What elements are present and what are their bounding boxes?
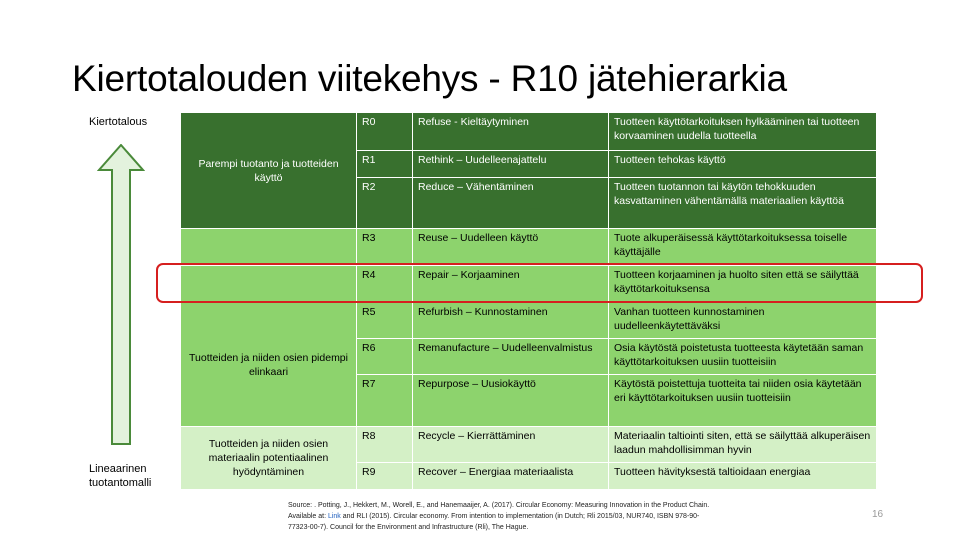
strategy-cell: Remanufacture – Uudelleenvalmistus	[413, 339, 609, 375]
table-row	[181, 427, 877, 463]
r-code: R6	[357, 339, 413, 375]
group-label-longer-lifecycle: Tuotteiden ja niiden osien pidempi elinkaari	[181, 303, 357, 427]
table-row	[181, 113, 877, 151]
description-cell: Tuote alkuperäisessä käyttötarkoituksessa toiselle käyttäjälle	[609, 229, 877, 266]
linear-production-label	[89, 462, 151, 490]
r-code: R5	[357, 303, 413, 339]
description-cell: Vanhan tuotteen kunnostaminen uudelleenkäytettäväksi	[609, 303, 877, 339]
r-code: R2	[357, 178, 413, 229]
description-cell: Tuotteen tuotannon tai käytön tehokkuuden kasvattaminen vähentämällä materiaalien käyttöä	[609, 178, 877, 229]
strategy-cell: Reuse – Uudelleen käyttö	[413, 229, 609, 266]
r-code: R1	[357, 151, 413, 178]
r-code: R9	[357, 463, 413, 490]
description-cell: Tuotteen käyttötarkoituksen hylkääminen tai tuotteen korvaaminen uudella tuotteella	[609, 113, 877, 151]
group-label-better-production: Parempi tuotanto ja tuotteiden käyttö	[181, 113, 357, 229]
r-code: R3	[357, 229, 413, 266]
description-cell: Käytöstä poistettuja tuotteita tai niiden osia käytetään eri käyttötarkoituksen uusiin tuotteisiin	[609, 375, 877, 427]
strategy-cell: Repurpose – Uusiokäyttö	[413, 375, 609, 427]
source-link[interactable]: Link	[327, 513, 341, 520]
page-number: 16	[872, 509, 884, 520]
slide-title: Kiertotalouden viitekehys - R10 jätehierarkia	[72, 58, 787, 99]
source-prefix: Available at:	[288, 513, 328, 520]
strategy-cell: Rethink – Uudelleenajattelu	[413, 151, 609, 178]
source-citation	[288, 500, 828, 533]
highlight-r4-frame	[156, 263, 923, 303]
strategy-cell: Refuse - Kieltäytyminen	[413, 113, 609, 151]
strategy-cell: Recycle – Kierrättäminen	[413, 427, 609, 463]
description-cell: Osia käytöstä poistetusta tuotteesta käytetään saman käyttötarkoituksen uusiin tuotteisiin	[609, 339, 877, 375]
source-line-1: Source: . Potting, J., Hekkert, M., Worell, E., and Hanemaaijer, A. (2017). Circular Economy: Measuring Innovation in the Product Chain.	[288, 502, 710, 509]
source-line-2	[288, 511, 828, 522]
r-code: R8	[357, 427, 413, 463]
group-label-material-utilization: Tuotteiden ja niiden osien materiaalin potentiaalinen hyödyntäminen	[181, 427, 357, 490]
circular-economy-label: Kiertotalous	[89, 116, 148, 128]
r-code: R7	[357, 375, 413, 427]
description-cell: Tuotteen hävityksestä taltioidaan energiaa	[609, 463, 877, 490]
up-arrow-icon	[97, 144, 145, 446]
empty-cell	[181, 229, 357, 266]
r-code: R0	[357, 113, 413, 151]
source-suffix: and RLI (2015). Circular economy. From intention to implementation (in Dutch; Rli 2015/03, NUR740, ISBN 978-90-	[340, 513, 700, 520]
linear-label-line2: tuotantomalli	[89, 477, 152, 489]
strategy-cell: Repair – Korjaaminen	[413, 266, 609, 303]
description-cell: Materiaalin taltiointi siten, että se säilyttää alkuperäisen laadun mahdollisimman hyvin	[609, 427, 877, 463]
table-row	[181, 229, 877, 266]
description-cell: Tuotteen tehokas käyttö	[609, 151, 877, 178]
r-code: R4	[357, 266, 413, 303]
table-row	[181, 303, 877, 339]
source-line-3: 77323-00-7). Council for the Environment and Infrastructure (Rli), The Hague.	[288, 524, 529, 531]
description-cell: Tuotteen korjaaminen ja huolto siten että se säilyttää käyttötarkoituksensa	[609, 266, 877, 303]
linear-label-line1: Lineaarinen	[89, 463, 147, 475]
strategy-cell: Reduce – Vähentäminen	[413, 178, 609, 229]
strategy-cell: Refurbish – Kunnostaminen	[413, 303, 609, 339]
strategy-cell: Recover – Energiaa materiaalista	[413, 463, 609, 490]
